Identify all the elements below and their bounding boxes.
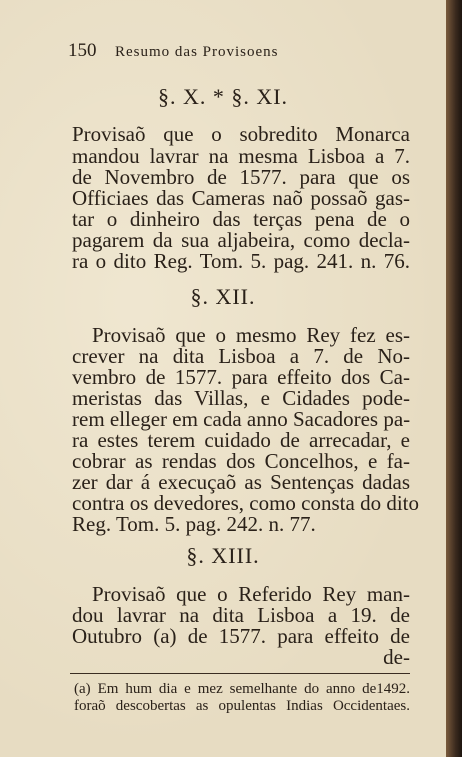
text-line: tar o dinheiro das terças pena de o — [72, 207, 410, 231]
text-line: Provisaõ que o Referido Rey man- — [92, 582, 410, 606]
footnote-rule — [70, 673, 410, 674]
text-line: Outubro (a) de 1577. para effeito de — [72, 624, 410, 648]
text-line: meristas das Villas, e Cidades pode- — [72, 386, 410, 410]
page-number: 150 — [68, 40, 97, 61]
footnote-line: foraõ descobertas as opulentas Indias Occidentaes. — [74, 698, 410, 714]
footnote-line: (a) Em hum dia e mez semelhante do anno de1492. — [74, 681, 410, 697]
text-line: de Novembro de 1577. para que os — [72, 165, 410, 189]
text-line: de- — [383, 645, 410, 669]
page-header — [68, 40, 408, 62]
text-line: mandou lavrar na mesma Lisboa a 7. — [72, 144, 410, 168]
text-line: crever na dita Lisboa a 7. de No- — [72, 344, 410, 368]
text-line: Officiaes das Cameras naõ possaõ gas- — [72, 186, 410, 210]
text-line: rem elleger em cada anno Sacadores pa- — [72, 407, 411, 431]
text-line: Reg. Tom. 5. pag. 242. n. 77. — [72, 512, 316, 536]
text-line: Provisaõ que o sobredito Monarca — [72, 122, 410, 146]
text-line: Provisaõ que o mesmo Rey fez es- — [92, 323, 410, 347]
text-line: ra o dito Reg. Tom. 5. pag. 241. n. 76. — [72, 249, 410, 273]
text-line: pagarem da sua aljabeira, como decla- — [72, 228, 410, 252]
section-title: §. X. * §. XI. — [157, 84, 289, 109]
text-line: ra estes terem cuidado de arrecadar, e — [72, 428, 410, 452]
text-line: zer dar á execuçaõ as Sentenças dadas — [72, 470, 410, 494]
text-line: dou lavrar na dita Lisboa a 19. de — [72, 603, 410, 627]
running-head: Resumo das Provisoens — [115, 44, 279, 60]
book-spine — [446, 0, 462, 757]
text-line: vembro de 1577. para effeito dos Ca- — [72, 365, 410, 389]
text-line: contra os devedores, como consta do dito — [72, 491, 419, 515]
section-title: §. XII. — [190, 284, 256, 309]
text-line: cobrar as rendas dos Concelhos, e fa- — [72, 449, 410, 473]
section-title: §. XIII. — [186, 543, 260, 568]
